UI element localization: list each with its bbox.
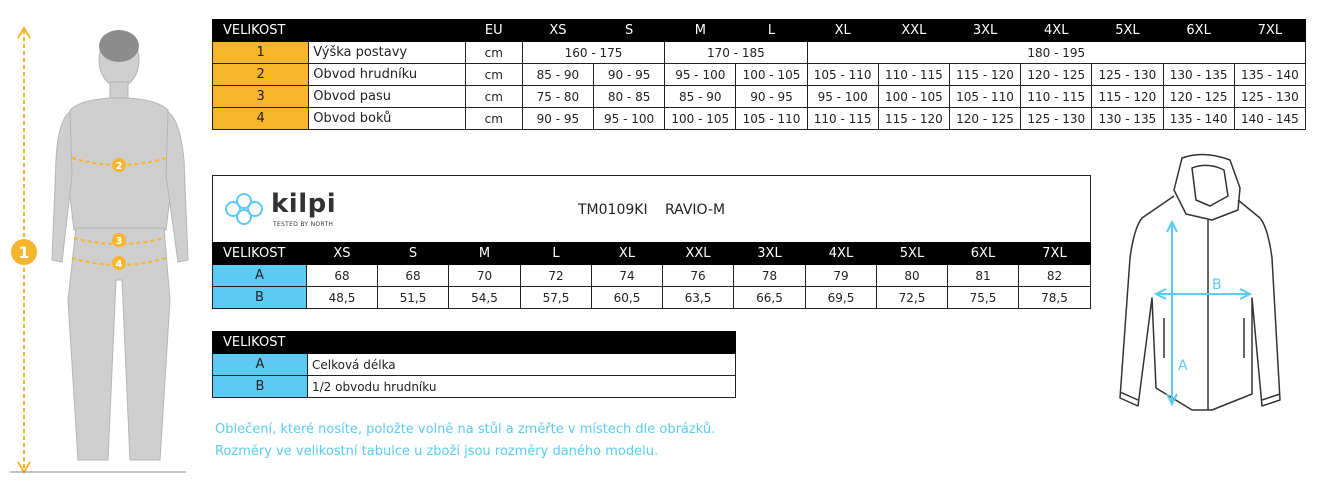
header-cell: S <box>378 243 449 265</box>
header-cell: 7XL <box>1019 243 1091 265</box>
table-cell: 170 - 185 <box>665 42 807 64</box>
header-cell: 4XL <box>1021 20 1092 42</box>
garment-size-table <box>212 242 1091 309</box>
header-cell: 3XL <box>734 243 806 265</box>
table-cell: 85 - 90 <box>522 64 593 86</box>
table-cell: 95 - 100 <box>665 64 736 86</box>
table-cell: 110 - 115 <box>807 108 878 130</box>
header-cell: 5XL <box>877 243 948 265</box>
kilpi-knot-icon <box>221 192 267 226</box>
table-cell: 115 - 120 <box>949 64 1020 86</box>
table-cell: 75 - 80 <box>522 86 593 108</box>
table-cell: 90 - 95 <box>594 64 665 86</box>
table-cell: 80 - 85 <box>594 86 665 108</box>
table-cell: 70 <box>449 265 521 287</box>
table-cell: 135 - 140 <box>1163 108 1234 130</box>
table-cell: 60,5 <box>592 287 663 309</box>
table-cell: 140 - 145 <box>1234 108 1305 130</box>
table-cell: 90 - 95 <box>522 108 593 130</box>
table-cell: 82 <box>1019 265 1091 287</box>
header-cell: 7XL <box>1234 20 1305 42</box>
header-cell: VELIKOST <box>213 243 307 265</box>
row-unit: cm <box>465 42 522 64</box>
table-cell: 66,5 <box>734 287 806 309</box>
table-cell: 115 - 120 <box>878 108 949 130</box>
header-cell: L <box>736 20 807 42</box>
header-cell: 6XL <box>948 243 1019 265</box>
brand-logo-text: kilpi <box>271 189 337 219</box>
table-row <box>213 108 1306 130</box>
header-cell: 3XL <box>949 20 1020 42</box>
table-cell: 68 <box>307 265 378 287</box>
measure-a-line <box>1167 222 1177 404</box>
measurement-legend-table <box>212 331 736 398</box>
brand-tagline: TESTED BY NORTH <box>273 221 334 228</box>
row-number: 4 <box>213 108 309 130</box>
table-row <box>213 265 1091 287</box>
instruction-note: Oblečení, které nosíte, položte volně na stůl a změřte v místech dle obrázků. <box>215 422 716 437</box>
table-cell: 120 - 125 <box>1021 64 1092 86</box>
table-row <box>213 64 1306 86</box>
marker-4 <box>112 256 126 270</box>
table-cell: 75,5 <box>948 287 1019 309</box>
brand-header <box>212 175 1091 243</box>
table-cell: 90 - 95 <box>736 86 807 108</box>
header-cell: M <box>449 243 521 265</box>
table-cell: 69,5 <box>806 287 877 309</box>
header-cell: XXL <box>878 20 949 42</box>
row-label: A <box>213 354 308 376</box>
table-row <box>213 376 736 398</box>
table-cell: 57,5 <box>521 287 592 309</box>
table-cell: 51,5 <box>378 287 449 309</box>
table-cell: 95 - 100 <box>807 86 878 108</box>
row-label: Obvod hrudníku <box>309 64 465 86</box>
header-cell: 4XL <box>806 243 877 265</box>
row-unit: cm <box>465 108 522 130</box>
table-cell: 68 <box>378 265 449 287</box>
row-number: 2 <box>213 64 309 86</box>
table-row <box>213 42 1306 64</box>
row-label: B <box>213 376 308 398</box>
svg-text:2: 2 <box>115 161 123 172</box>
row-label: Obvod boků <box>309 108 465 130</box>
size-table-header <box>213 20 1306 42</box>
svg-text:3: 3 <box>115 236 123 247</box>
marker-1 <box>11 239 37 265</box>
table-cell: 125 - 130 <box>1021 108 1092 130</box>
header-cell: XL <box>592 243 663 265</box>
header-cell: XS <box>307 243 378 265</box>
table-cell: 76 <box>663 265 734 287</box>
table-cell: 78 <box>734 265 806 287</box>
table-cell: 135 - 140 <box>1234 64 1305 86</box>
row-label: Výška postavy <box>309 42 465 64</box>
row-label: Obvod pasu <box>309 86 465 108</box>
table-cell: 125 - 130 <box>1092 64 1163 86</box>
table-cell: 79 <box>806 265 877 287</box>
table-cell: 74 <box>592 265 663 287</box>
table-cell: 105 - 110 <box>807 64 878 86</box>
header-cell: M <box>665 20 736 42</box>
table-cell: 81 <box>948 265 1019 287</box>
row-number: 1 <box>213 42 309 64</box>
header-cell: VELIKOST <box>213 332 736 354</box>
marker-3 <box>112 233 126 247</box>
table-row <box>213 354 736 376</box>
header-cell: L <box>521 243 592 265</box>
table-cell: 54,5 <box>449 287 521 309</box>
table-row <box>213 287 1091 309</box>
table-cell: 63,5 <box>663 287 734 309</box>
hair-shape <box>99 30 139 62</box>
table-cell: 48,5 <box>307 287 378 309</box>
header-cell: 6XL <box>1163 20 1234 42</box>
svg-text:1: 1 <box>18 243 30 262</box>
header-cell: XXL <box>663 243 734 265</box>
table-row <box>213 86 1306 108</box>
table-cell: 80 <box>877 265 948 287</box>
header-cell: XL <box>807 20 878 42</box>
table-cell: 120 - 125 <box>1163 86 1234 108</box>
header-cell: XS <box>522 20 593 42</box>
table-cell: 120 - 125 <box>949 108 1020 130</box>
table-cell: 110 - 115 <box>1021 86 1092 108</box>
table-cell: 78,5 <box>1019 287 1091 309</box>
model-code: TM0109KI <box>578 202 648 218</box>
marker-2 <box>112 158 126 172</box>
table-cell: 100 - 105 <box>878 86 949 108</box>
row-label: A <box>213 265 307 287</box>
table-cell: 105 - 110 <box>949 86 1020 108</box>
garment-table-header <box>213 243 1091 265</box>
label-a: A <box>1178 358 1188 374</box>
body-measurement-figure <box>0 20 200 480</box>
table-cell: 125 - 130 <box>1234 86 1305 108</box>
jacket-figure <box>1112 148 1292 428</box>
label-b: B <box>1212 277 1222 293</box>
row-unit: cm <box>465 86 522 108</box>
row-unit: cm <box>465 64 522 86</box>
measure-b-line <box>1156 289 1250 299</box>
row-description: 1/2 obvodu hrudníku <box>308 376 736 398</box>
table-cell: 85 - 90 <box>665 86 736 108</box>
table-cell: 72,5 <box>877 287 948 309</box>
row-number: 3 <box>213 86 309 108</box>
table-cell: 160 - 175 <box>522 42 664 64</box>
header-cell: EU <box>465 20 522 42</box>
size-table <box>212 19 1306 130</box>
table-cell: 72 <box>521 265 592 287</box>
table-cell: 95 - 100 <box>594 108 665 130</box>
svg-text:4: 4 <box>115 259 123 270</box>
header-cell: 5XL <box>1092 20 1163 42</box>
dimensions-note: Rozměry ve velikostní tabulce u zboží jsou rozměry daného modelu. <box>215 444 659 459</box>
table-cell: 115 - 120 <box>1092 86 1163 108</box>
header-cell: VELIKOST <box>213 20 309 42</box>
header-cell <box>309 20 465 42</box>
model-name: RAVIO-M <box>665 202 726 218</box>
table-cell: 110 - 115 <box>878 64 949 86</box>
table-cell: 180 - 195 <box>807 42 1305 64</box>
table-cell: 100 - 105 <box>736 64 807 86</box>
table-cell: 130 - 135 <box>1163 64 1234 86</box>
row-description: Celková délka <box>308 354 736 376</box>
legend-header <box>213 332 736 354</box>
table-cell: 105 - 110 <box>736 108 807 130</box>
row-label: B <box>213 287 307 309</box>
table-cell: 100 - 105 <box>665 108 736 130</box>
header-cell: S <box>594 20 665 42</box>
table-cell: 130 - 135 <box>1092 108 1163 130</box>
